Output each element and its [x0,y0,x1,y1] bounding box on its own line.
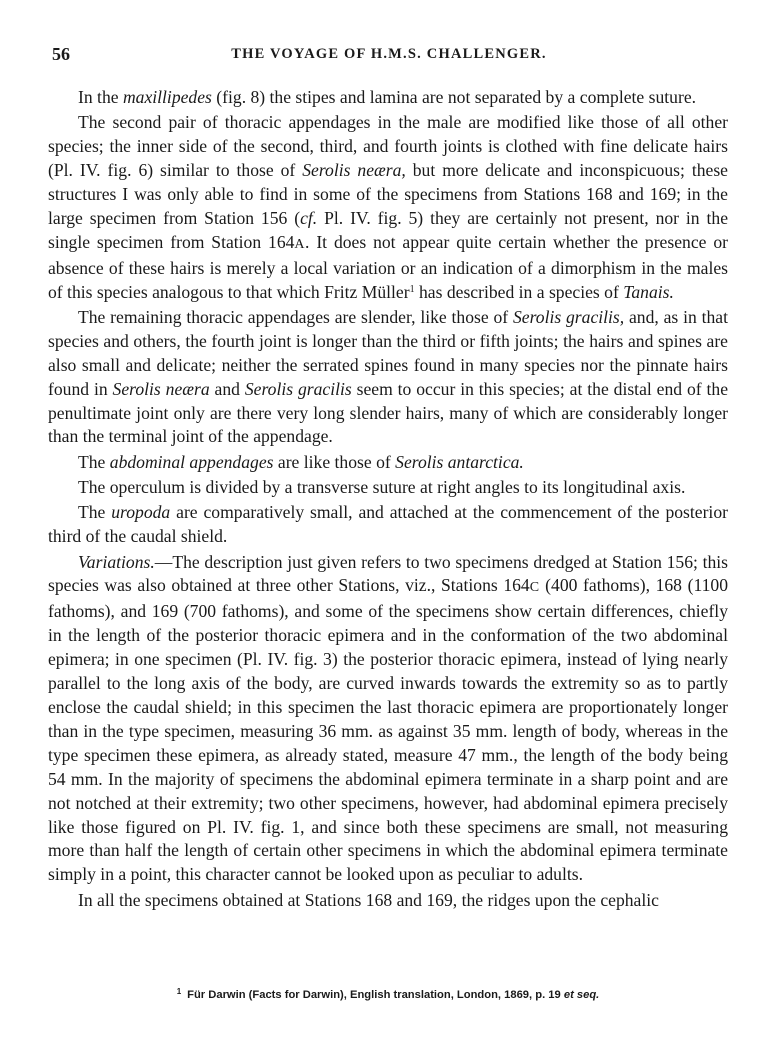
footnote-text: Für Darwin (Facts for Darwin), English translation, London, 1869, p. 19 [187,989,564,1001]
species-name: Tanais. [623,281,674,302]
page-number: 56 [52,44,70,64]
text-run: (fig. 8) the stipes and lamina are not separated by a complete suture. [211,87,697,107]
footnote-marker: 1 [176,987,182,996]
text-run: The [78,502,112,523]
italic-term: cf. [300,207,318,228]
text-run: The second pair of thoracic appendages in the male are modified like those of all other species; the inner side of the second, third, and fourth joints is clothed with fine delicate hairs (Pl. IV. fig. 6) similar to those of [48,112,728,181]
text-run: In all the specimens obtained at Stations 168 and 169, the ridges upon the cephalic [78,889,659,910]
paragraph-abdominal-appendages [48,451,728,475]
italic-term: maxillipedes [122,87,212,107]
station-suffix: A [294,236,306,252]
text-run: are comparatively small, and attached at the commencement of the posterior third of the caudal shield. [48,502,728,547]
paragraph-maxillipedes [48,86,728,110]
species-name: Serolis neæra [112,378,210,399]
species-name: Serolis gracilis [244,378,352,399]
species-name: Serolis gracilis, [512,306,625,327]
text-run: and [209,378,245,399]
text-run: In the [78,87,123,107]
paragraph-operculum [48,476,728,500]
italic-term: uropoda [111,502,171,523]
running-title: THE VOYAGE OF H.M.S. CHALLENGER. [231,46,547,62]
footnote-italic: et seq. [563,989,600,1001]
text-run: seem to occur in this species; at the distal end of the penultimate joint only are there very long slender hairs, many of which are considerably longer than the terminal joint of the appendage. [48,378,729,447]
text-run: are like those of [273,451,396,472]
italic-term: abdominal appendages [109,451,274,472]
text-run: The remaining thoracic appendages are slender, like those of [78,306,513,327]
footnote-reference[interactable]: 1 [409,283,415,295]
text-run: . It does not appear quite certain whether the presence or absence of these hairs is merely a local variation or an indication of a dimorphism in the males of this species analogous to that which Fritz Müller [48,231,728,302]
station-suffix: C [529,580,540,596]
paragraph-remaining-thoracic-appendages [48,306,728,449]
section-heading: Variations. [78,551,155,572]
text-run: Pl. IV. fig. 5) they are certainly not present, nor in the single specimen from Station 164 [48,207,728,252]
text-run: The [78,451,110,472]
paragraph-uropoda [48,501,728,549]
text-run: has described in a species of [414,281,624,302]
footnote [48,989,728,1001]
page-header [52,44,726,68]
body-text [48,86,728,914]
paragraph-thoracic-appendages-male [48,111,728,304]
text-run: and, as in that species and others, the fourth joint is longer than the third or fifth joints; the hairs and spines are also small and delicate; neither the serrated spines found in many species nor the pinnate hairs found in [48,306,728,399]
text-run: The operculum is divided by a transverse suture at right angles to its longitudinal axis. [78,477,686,498]
paragraph-cephalic-ridges [48,889,728,913]
text-run: but more delicate and inconspicuous; these structures I was only able to find in some of the specimens from Stations 168 and 169; in the large specimen from Station 156 ( [48,160,728,228]
text-run: (400 fathoms), 168 (1100 fathoms), and 169 (700 fathoms), and some of the specimens show certain differences, chiefly in the length of the posterior thoracic epimera and in the conformation of the two abdominal epimera; in one specimen (Pl. IV. fig. 3) the posterior thoracic epimera, instead of lying nearly parallel to the long axis of the body, are curved inwards towards the extremity so as to partly enclose the caudal shield; in this specimen the last thoracic epimera are proportionately longer than in the type specimen, measuring 36 mm. as against 35 mm. length of body, whereas in the type specimen these epimera, as already stated, measure 47 mm., the length of the body being 54 mm. In the majority of specimens the abdominal epimera terminate in a sharp point and are not notched at their extremity; two other specimens, however, had abdominal epimera precisely like those figured on Pl. IV. fig. 1, and since both these specimens are small, not measuring more than half the length of certain other specimens in which the abdominal epimera terminate simply in a point, this character cannot be looked upon as peculiar to adults. [48,575,728,885]
species-name: Serolis neæra, [302,160,406,181]
species-name: Serolis antarctica. [395,451,524,472]
text-run: —The description just given refers to two specimens dredged at Station 156; this species was also obtained at three other Stations, viz., Stations 164 [48,551,728,596]
paragraph-variations [48,551,728,888]
